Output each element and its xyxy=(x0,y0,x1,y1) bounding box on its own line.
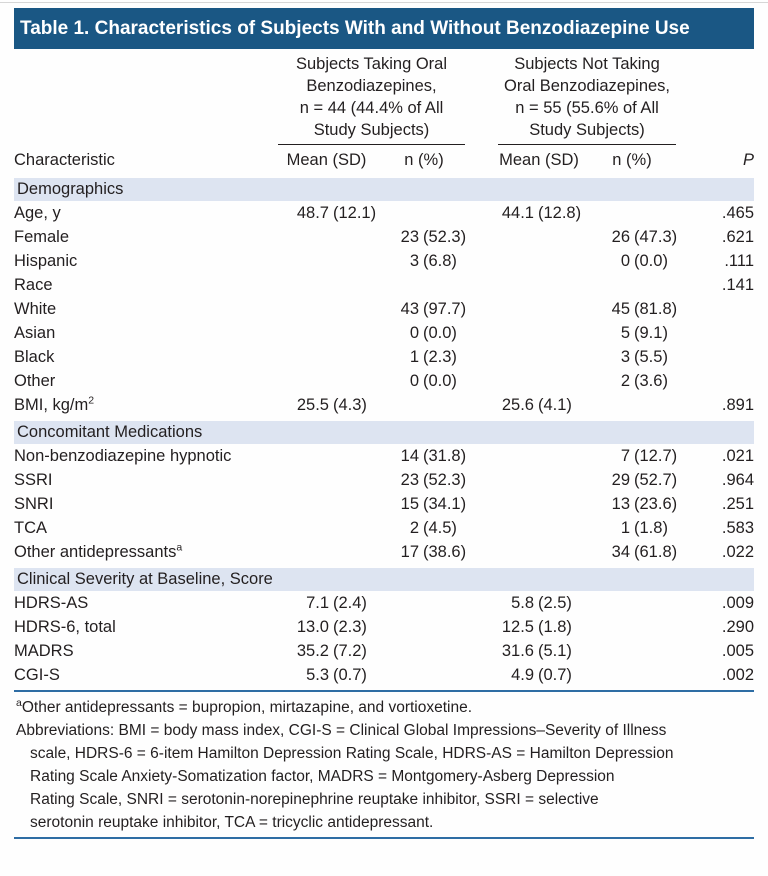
group-header-row xyxy=(14,53,754,145)
table-row xyxy=(14,516,754,540)
cell-p-value: .111 xyxy=(724,251,755,270)
table-row xyxy=(14,345,754,369)
column-header-row xyxy=(14,145,754,176)
cell-n-pct-no-benzo: 5 (9.1) xyxy=(620,323,668,342)
row-label: Asian xyxy=(14,323,56,342)
cell-mean-sd-benzo xyxy=(274,273,379,297)
cell-mean-sd-benzo xyxy=(274,468,379,492)
section-header: Clinical Severity at Baseline, Score xyxy=(14,566,754,591)
table-row xyxy=(14,321,754,345)
table-title: Table 1. Characteristics of Subjects With and Without Benzodiazepine Use xyxy=(14,8,754,49)
cell-n-pct-benzo: 15 (34.1) xyxy=(400,494,467,513)
cell-n-pct-benzo: 17 (38.6) xyxy=(400,542,467,561)
row-label: CGI-S xyxy=(14,665,60,684)
row-label-cell xyxy=(14,591,274,615)
cell-mean-sd-benzo: 48.7 (12.1) xyxy=(296,203,377,222)
superscript-marker: a xyxy=(176,541,183,553)
cell-n-pct-no-benzo: 34 (61.8) xyxy=(611,542,678,561)
cell-n-pct-benzo: 3 (6.8) xyxy=(409,251,457,270)
table-row xyxy=(14,393,754,419)
column-group-header-no-benzo xyxy=(494,53,680,145)
row-label-cell xyxy=(14,444,274,468)
cell-mean-sd-no-benzo xyxy=(494,225,584,249)
column-header-n-pct-no-benzo: n (%) xyxy=(584,145,680,176)
row-label-cell xyxy=(14,249,274,273)
column-spacer xyxy=(469,145,494,176)
bottom-rule xyxy=(14,837,754,839)
column-spacer xyxy=(469,591,494,615)
table-row xyxy=(14,249,754,273)
cell-mean-sd-benzo xyxy=(274,516,379,540)
column-header-mean-sd-no-benzo: Mean (SD) xyxy=(494,145,584,176)
cell-p-value: .964 xyxy=(721,470,755,489)
column-header-n-pct-benzo: n (%) xyxy=(379,145,469,176)
section-header-row xyxy=(14,566,754,591)
column-spacer xyxy=(469,444,494,468)
column-spacer xyxy=(469,615,494,639)
cell-n-pct-benzo: 23 (52.3) xyxy=(400,227,467,246)
row-label: SNRI xyxy=(14,494,54,513)
row-label: HDRS-AS xyxy=(14,593,89,612)
cell-mean-sd-no-benzo xyxy=(494,321,584,345)
cell-mean-sd-no-benzo: 5.8 (2.5) xyxy=(511,593,572,612)
cell-n-pct-benzo: 14 (31.8) xyxy=(400,446,467,465)
cell-n-pct-no-benzo xyxy=(584,393,680,419)
table-row xyxy=(14,468,754,492)
group-header-spacer xyxy=(14,53,274,145)
column-header-mean-sd-benzo: Mean (SD) xyxy=(274,145,379,176)
row-label-cell xyxy=(14,369,274,393)
cell-p-value: .002 xyxy=(721,665,755,684)
cell-p-value: .891 xyxy=(721,395,755,414)
cell-n-pct-benzo: 43 (97.7) xyxy=(400,299,467,318)
cell-n-pct-no-benzo: 7 (12.7) xyxy=(620,446,678,465)
row-label-cell xyxy=(14,663,274,687)
cell-n-pct-no-benzo: 2 (3.6) xyxy=(620,371,668,390)
cell-mean-sd-no-benzo xyxy=(494,444,584,468)
cell-n-pct-benzo: 1 (2.3) xyxy=(409,347,457,366)
cell-p-value: .005 xyxy=(721,641,755,660)
cell-n-pct-benzo: 2 (4.5) xyxy=(409,518,457,537)
footnotes xyxy=(14,692,754,834)
cell-n-pct-no-benzo xyxy=(584,273,680,297)
cell-mean-sd-no-benzo xyxy=(494,369,584,393)
table-container xyxy=(14,8,754,839)
column-spacer xyxy=(469,53,494,145)
row-label: Black xyxy=(14,347,55,366)
cell-mean-sd-no-benzo: 4.9 (0.7) xyxy=(511,665,572,684)
cell-p-value xyxy=(680,321,754,345)
table-row xyxy=(14,297,754,321)
cell-n-pct-benzo xyxy=(379,591,469,615)
row-label-cell xyxy=(14,615,274,639)
cell-p-value: .022 xyxy=(721,542,755,561)
column-spacer xyxy=(469,468,494,492)
table-row xyxy=(14,639,754,663)
cell-n-pct-no-benzo xyxy=(584,639,680,663)
row-label: Non-benzodiazepine hypnotic xyxy=(14,446,232,465)
cell-mean-sd-no-benzo xyxy=(494,492,584,516)
cell-mean-sd-no-benzo xyxy=(494,249,584,273)
cell-mean-sd-benzo xyxy=(274,369,379,393)
column-spacer xyxy=(469,321,494,345)
table-row xyxy=(14,591,754,615)
page-edge-line xyxy=(0,2,768,3)
row-label: Female xyxy=(14,227,70,246)
cell-mean-sd-benzo: 7.1 (2.4) xyxy=(306,593,367,612)
table-head xyxy=(14,53,754,176)
row-label-cell xyxy=(14,201,274,225)
row-label-cell xyxy=(14,492,274,516)
cell-n-pct-benzo: 0 (0.0) xyxy=(409,371,457,390)
cell-mean-sd-no-benzo: 25.6 (4.1) xyxy=(501,395,572,414)
cell-n-pct-no-benzo: 29 (52.7) xyxy=(611,470,678,489)
row-label: MADRS xyxy=(14,641,74,660)
table-body xyxy=(14,176,754,687)
section-header: Concomitant Medications xyxy=(14,419,754,444)
cell-p-value: .583 xyxy=(721,518,755,537)
cell-p-value: .009 xyxy=(721,593,755,612)
column-spacer xyxy=(469,393,494,419)
cell-n-pct-no-benzo xyxy=(584,615,680,639)
cell-p-value xyxy=(680,297,754,321)
cell-mean-sd-benzo xyxy=(274,297,379,321)
column-header-characteristic: Characteristic xyxy=(14,145,274,176)
cell-p-value: .621 xyxy=(721,227,755,246)
cell-mean-sd-benzo xyxy=(274,321,379,345)
row-label: SSRI xyxy=(14,470,53,489)
cell-p-value: .290 xyxy=(721,617,755,636)
cell-mean-sd-benzo xyxy=(274,444,379,468)
cell-mean-sd-benzo xyxy=(274,225,379,249)
table-row xyxy=(14,492,754,516)
cell-mean-sd-no-benzo xyxy=(494,297,584,321)
row-label: Hispanic xyxy=(14,251,78,270)
footnote-a: $^a$Other antidepressants = bupropion, mirtazapine, and vortioxetine. xyxy=(16,696,473,716)
cell-mean-sd-benzo xyxy=(274,345,379,369)
cell-p-value xyxy=(680,345,754,369)
row-label-cell xyxy=(14,468,274,492)
cell-n-pct-no-benzo xyxy=(584,591,680,615)
cell-n-pct-benzo xyxy=(379,639,469,663)
cell-mean-sd-no-benzo xyxy=(494,273,584,297)
row-label: Other xyxy=(14,371,56,390)
row-label: BMI, kg/m xyxy=(14,395,89,414)
row-label-cell xyxy=(14,297,274,321)
cell-p-value xyxy=(680,369,754,393)
table-row xyxy=(14,663,754,687)
cell-mean-sd-no-benzo xyxy=(494,516,584,540)
cell-mean-sd-no-benzo xyxy=(494,540,584,566)
table-row xyxy=(14,225,754,249)
cell-n-pct-no-benzo: 1 (1.8) xyxy=(620,518,668,537)
column-spacer xyxy=(469,516,494,540)
cell-mean-sd-no-benzo: 31.6 (5.1) xyxy=(501,641,572,660)
cell-n-pct-benzo xyxy=(379,393,469,419)
table-row xyxy=(14,444,754,468)
row-label-cell xyxy=(14,345,274,369)
column-spacer xyxy=(469,345,494,369)
column-spacer xyxy=(469,540,494,566)
cell-mean-sd-no-benzo: 44.1 (12.8) xyxy=(501,203,582,222)
row-label: Race xyxy=(14,275,53,294)
column-spacer xyxy=(469,297,494,321)
cell-mean-sd-benzo: 25.5 (4.3) xyxy=(296,395,367,414)
row-label: Age, y xyxy=(14,203,61,222)
row-label: White xyxy=(14,299,57,318)
cell-n-pct-benzo xyxy=(379,663,469,687)
cell-n-pct-no-benzo: 3 (5.5) xyxy=(620,347,668,366)
row-label-cell xyxy=(14,321,274,345)
cell-n-pct-no-benzo: 13 (23.6) xyxy=(611,494,678,513)
cell-mean-sd-benzo: 35.2 (7.2) xyxy=(296,641,367,660)
section-header-row xyxy=(14,419,754,444)
cell-n-pct-benzo: 0 (0.0) xyxy=(409,323,457,342)
cell-n-pct-no-benzo: 45 (81.8) xyxy=(611,299,678,318)
table-row xyxy=(14,615,754,639)
cell-mean-sd-no-benzo: 12.5 (1.8) xyxy=(501,617,572,636)
column-spacer xyxy=(469,201,494,225)
cell-n-pct-no-benzo: 26 (47.3) xyxy=(611,227,678,246)
section-header: Demographics xyxy=(14,176,754,201)
column-group-header-benzo xyxy=(274,53,469,145)
cell-n-pct-no-benzo xyxy=(584,663,680,687)
cell-p-value: .021 xyxy=(721,446,755,465)
cell-n-pct-benzo xyxy=(379,615,469,639)
cell-p-value: .465 xyxy=(721,203,755,222)
section-header-row xyxy=(14,176,754,201)
column-spacer xyxy=(469,273,494,297)
table-row xyxy=(14,369,754,393)
column-spacer xyxy=(469,639,494,663)
cell-n-pct-no-benzo xyxy=(584,201,680,225)
row-label: Other antidepressants xyxy=(14,542,177,561)
column-header-p: P xyxy=(680,145,754,176)
cell-mean-sd-no-benzo xyxy=(494,468,584,492)
cell-mean-sd-benzo: 13.0 (2.3) xyxy=(296,617,367,636)
footnote-a-marker: a xyxy=(16,696,22,709)
cell-p-value: .141 xyxy=(721,275,755,294)
superscript-marker: 2 xyxy=(88,394,95,406)
cell-mean-sd-benzo xyxy=(274,540,379,566)
cell-n-pct-benzo xyxy=(379,273,469,297)
table-row xyxy=(14,273,754,297)
table-row xyxy=(14,201,754,225)
cell-n-pct-no-benzo: 0 (0.0) xyxy=(620,251,668,270)
characteristics-table xyxy=(14,53,754,687)
cell-n-pct-benzo: 23 (52.3) xyxy=(400,470,467,489)
row-label: HDRS-6, total xyxy=(14,617,116,636)
column-spacer xyxy=(469,369,494,393)
cell-mean-sd-benzo: 5.3 (0.7) xyxy=(306,665,367,684)
column-spacer xyxy=(469,663,494,687)
column-spacer xyxy=(469,225,494,249)
group-header-no-benzo-text: Subjects Not Taking Oral Benzodiazepines, n = 55 (55.6% of All Study Subjects) xyxy=(498,53,676,145)
row-label-cell xyxy=(14,273,274,297)
row-label-cell xyxy=(14,639,274,663)
table-row xyxy=(14,540,754,566)
row-label-cell xyxy=(14,540,274,566)
column-spacer xyxy=(469,492,494,516)
row-label-cell xyxy=(14,225,274,249)
cell-mean-sd-benzo xyxy=(274,249,379,273)
cell-mean-sd-no-benzo xyxy=(494,345,584,369)
cell-p-value: .251 xyxy=(721,494,755,513)
row-label: TCA xyxy=(14,518,47,537)
group-header-benzo-text: Subjects Taking Oral Benzodiazepines, n = 44 (44.4% of All Study Subjects) xyxy=(278,53,465,145)
row-label-cell xyxy=(14,516,274,540)
group-header-spacer xyxy=(680,53,754,145)
cell-mean-sd-benzo xyxy=(274,492,379,516)
footnote-abbreviations: Abbreviations: BMI = body mass index, CGI-S = Clinical Global Impressions–Severity of Illness scale, HDRS-6 = 6-item Hamilton Depression Rating Scale, HDRS-AS = Hamilton Depression Rating Scale Anxiety-Somatization factor, MADRS = Montgomery-Asberg Depression Rating Scale, SNRI = serotonin-norepinephrine reuptake inhibitor, SSRI = selective serotonin reuptake inhibitor, TCA = tricyclic antidepressant. xyxy=(16,722,674,831)
row-label-cell xyxy=(14,393,274,419)
column-spacer xyxy=(469,249,494,273)
cell-n-pct-benzo xyxy=(379,201,469,225)
